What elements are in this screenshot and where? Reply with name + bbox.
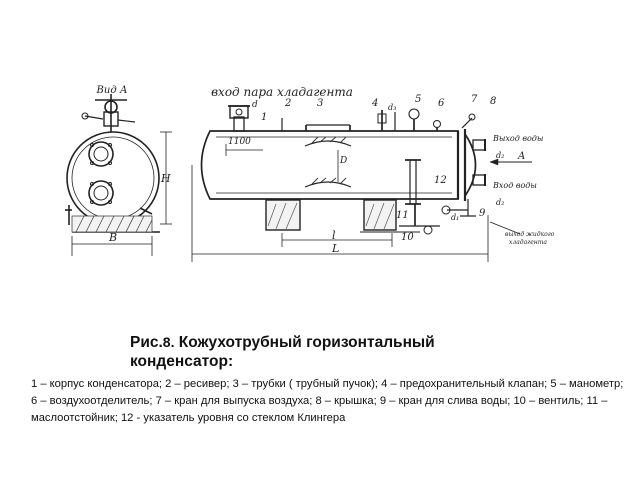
dim-l-label: l (332, 229, 336, 242)
end-view-foundation (72, 216, 152, 232)
dim-d2-bottom-label: d₂ (496, 198, 505, 207)
part-number-4: 4 (372, 98, 379, 109)
level-gauge (410, 160, 416, 204)
dim-d1-label: d₁ (451, 213, 460, 222)
water-in-label: Вход воды (493, 181, 537, 190)
dim-H-label: H (161, 172, 171, 185)
view-label: Вид А (96, 85, 128, 96)
dim-d2-top-label: d₂ (496, 151, 505, 160)
part-number-3: 3 (317, 98, 324, 109)
dim-d-label: d (252, 100, 258, 110)
dim-1100-label: 1100 (228, 137, 251, 147)
parts-legend: 1 – корпус конденсатора; 2 – ресивер; 3 – трубки ( трубный пучок); 4 – предохранительный клапан; 5 – манометр; 6 – воздухоотделитель; 7 – кран для выпуска воздуха; 8 – крышка; 9 – кран для слива воды; 10 – вентиль; 11 – маслоотстойник; 12 - указатель уровня со стеклом Клингера (31, 378, 624, 424)
dim-D-label: D (340, 156, 348, 166)
figure-caption (130, 333, 490, 371)
liquid-out-label-2: хладагента (509, 239, 547, 246)
end-view-flange-top (89, 142, 113, 166)
dim-d3-label: d₃ (388, 103, 397, 112)
liquid-out-label-1: выход жидкого (505, 231, 555, 238)
part-number-7: 7 (471, 94, 478, 105)
arrow-A-label: A (518, 151, 526, 162)
part-number-6: 6 (438, 98, 445, 109)
dim-L-label: L (332, 242, 340, 255)
support-right (364, 200, 396, 230)
side-view (192, 106, 532, 262)
part-number-5: 5 (415, 94, 422, 105)
part-number-10: 10 (401, 232, 414, 243)
part-number-8: 8 (490, 96, 497, 107)
part-number-11: 11 (396, 210, 409, 221)
caption-number: 8. (162, 334, 175, 350)
end-view-flange-bottom (89, 181, 113, 205)
part-number-12: 12 (434, 175, 447, 186)
part-number-2: 2 (285, 98, 292, 109)
steam-inlet-label: вход пара хладагента (211, 85, 353, 99)
support-left (266, 200, 300, 230)
part-number-1: 1 (261, 112, 268, 123)
caption-prefix: Рис. (130, 334, 163, 351)
dim-B-label: B (108, 231, 118, 244)
part-number-9: 9 (479, 208, 486, 219)
water-out-label: Выход воды (493, 134, 544, 143)
caption-title: Кожухотрубный горизонтальный конденсатор: (130, 334, 435, 370)
end-cover (465, 134, 476, 196)
